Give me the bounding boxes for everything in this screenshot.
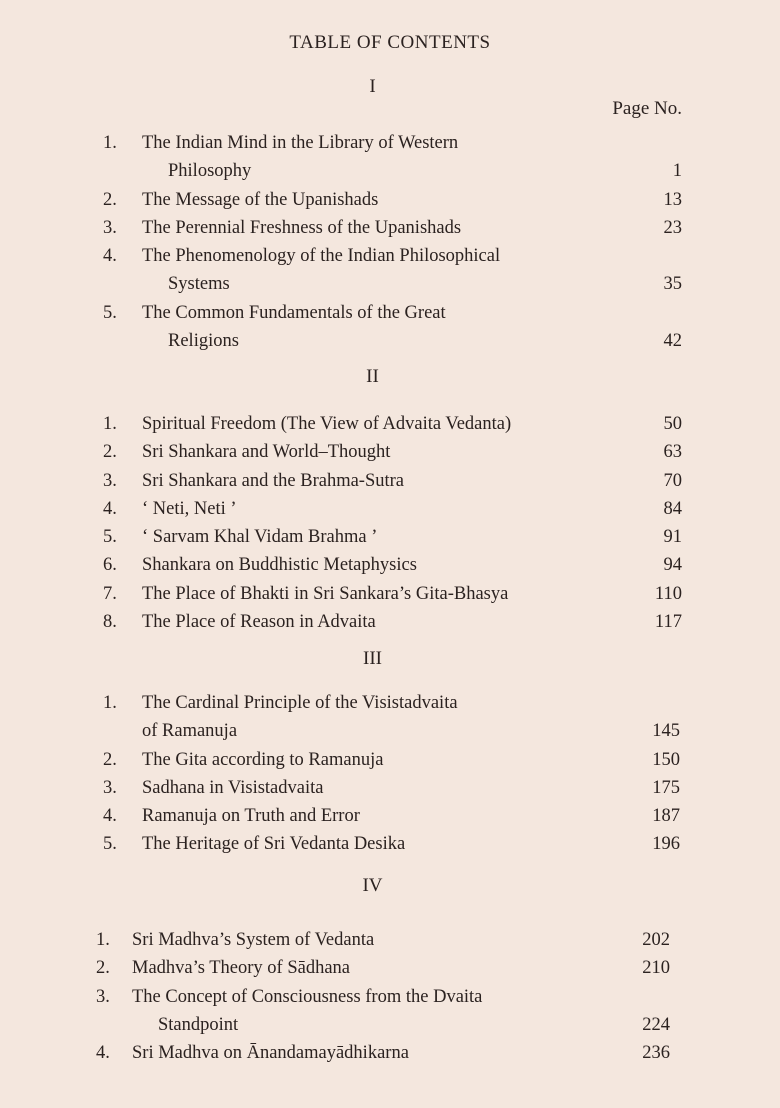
entry-title: The Heritage of Sri Vedanta Desika	[142, 834, 406, 855]
entry-title: ‘ Sarvam Khal Vidam Brahma ’	[142, 527, 378, 548]
section-heading-1: I	[369, 76, 376, 97]
entry-title: The Concept of Consciousness from the Dvaita	[132, 986, 483, 1007]
entry-title: Sri Shankara and World–Thought	[142, 442, 391, 463]
entry-number: 2.	[96, 958, 110, 979]
entry-page-number: 91	[663, 527, 682, 548]
toc-entry-row	[0, 157, 780, 185]
section-1-entries	[0, 129, 780, 355]
entry-title: of Ramanuja	[142, 721, 238, 742]
toc-entry-row	[0, 523, 780, 551]
entry-title: Shankara on Buddhistic Metaphysics	[142, 555, 417, 576]
entry-number: 5.	[103, 834, 117, 855]
toc-entry-row	[0, 1039, 780, 1067]
entry-page-number: 210	[642, 958, 670, 979]
entry-number: 4.	[96, 1043, 110, 1064]
entry-page-number: 175	[652, 777, 680, 798]
entry-title: Sri Madhva on Ānandamayādhikarna	[132, 1043, 409, 1064]
toc-entry-row	[0, 717, 780, 745]
entry-page-number: 23	[663, 217, 682, 238]
toc-entry-row	[0, 410, 780, 438]
entry-title: The Place of Reason in Advaita	[142, 612, 376, 633]
toc-entry-row	[0, 214, 780, 242]
toc-entry-row	[0, 495, 780, 523]
entry-page-number: 13	[663, 189, 682, 210]
entry-page-number: 94	[663, 555, 682, 576]
entry-page-number: 145	[652, 721, 680, 742]
page-title: TABLE OF CONTENTS	[289, 32, 491, 53]
toc-entry-row	[0, 242, 780, 270]
entry-page-number: 63	[663, 442, 682, 463]
section-heading-3: III	[363, 648, 382, 669]
entry-page-number: 202	[642, 930, 670, 950]
entry-number: 4.	[103, 246, 117, 267]
entry-page-number: 117	[654, 612, 682, 633]
entry-title: The Message of the Upanishads	[142, 189, 379, 210]
entry-title: Sadhana in Visistadvaita	[142, 777, 324, 798]
entry-number: 2.	[103, 442, 117, 463]
page-no-label: Page No.	[612, 98, 682, 119]
entry-title: Spiritual Freedom (The View of Advaita Vedanta)	[142, 414, 512, 434]
entry-number: 1.	[103, 133, 117, 153]
entry-title: The Perennial Freshness of the Upanishads	[142, 217, 462, 238]
entry-title: The Place of Bhakti in Sri Sankara’s Gita-Bhasya	[142, 583, 509, 604]
entry-title: The Common Fundamentals of the Great	[142, 302, 446, 323]
entry-number: 3.	[103, 777, 117, 798]
entry-title: Philosophy	[168, 161, 252, 182]
entry-page-number: 236	[642, 1043, 670, 1064]
entry-number: 2.	[103, 749, 117, 770]
entry-number: 4.	[103, 806, 117, 827]
entry-number: 1.	[103, 693, 117, 713]
toc-entry-row	[0, 580, 780, 608]
toc-entry-row	[0, 438, 780, 466]
entry-number: 1.	[96, 930, 110, 950]
entry-title: The Indian Mind in the Library of Western	[142, 133, 459, 153]
entry-page-number: 224	[642, 1014, 670, 1035]
entry-number: 3.	[96, 986, 110, 1007]
entry-number: 8.	[103, 612, 117, 633]
entry-title: Religions	[168, 331, 239, 352]
section-heading-2: II	[366, 366, 379, 387]
section-2-entries	[0, 410, 780, 636]
entry-page-number: 84	[663, 498, 682, 519]
entry-title: Madhva’s Theory of Sādhana	[132, 958, 351, 979]
toc-entry-row	[0, 270, 780, 298]
entry-title: The Phenomenology of the Indian Philosophical	[142, 246, 501, 267]
entry-title: Standpoint	[158, 1014, 239, 1035]
entry-number: 3.	[103, 217, 117, 238]
toc-entry-row	[0, 129, 780, 157]
toc-entry-row	[0, 467, 780, 495]
toc-entry-row	[0, 299, 780, 327]
toc-entry-row	[0, 983, 780, 1011]
entry-title: Sri Shankara and the Brahma-Sutra	[142, 470, 405, 491]
entry-page-number: 187	[652, 806, 680, 827]
entry-page-number: 196	[652, 834, 680, 855]
toc-entry-row	[0, 551, 780, 579]
entry-number: 5.	[103, 302, 117, 323]
entry-number: 2.	[103, 189, 117, 210]
entry-number: 6.	[103, 555, 117, 576]
section-3-entries	[0, 689, 780, 859]
toc-entry-row	[0, 926, 780, 954]
entry-page-number: 150	[652, 749, 680, 770]
toc-entry-row	[0, 186, 780, 214]
entry-page-number: 35	[663, 274, 682, 295]
entry-page-number: 70	[663, 470, 682, 491]
toc-entry-row	[0, 746, 780, 774]
entry-number: 4.	[103, 498, 117, 519]
section-4-entries	[0, 926, 780, 1067]
entry-title: Sri Madhva’s System of Vedanta	[132, 930, 375, 950]
entry-page-number: 42	[663, 331, 682, 352]
entry-title: The Cardinal Principle of the Visistadvaita	[142, 693, 458, 713]
entry-page-number: 50	[663, 414, 682, 434]
entry-title: Systems	[168, 274, 230, 295]
entry-number: 7.	[103, 583, 117, 604]
entry-number: 5.	[103, 527, 117, 548]
toc-entry-row	[0, 774, 780, 802]
toc-entry-row	[0, 608, 780, 636]
entry-number: 1.	[103, 414, 117, 434]
toc-entry-row	[0, 1011, 780, 1039]
entry-number: 3.	[103, 470, 117, 491]
toc-entry-row	[0, 689, 780, 717]
entry-title: Ramanuja on Truth and Error	[142, 806, 360, 827]
section-heading-4: IV	[362, 875, 383, 896]
entry-title: ‘ Neti, Neti ’	[142, 498, 237, 519]
toc-entry-row	[0, 327, 780, 355]
entry-title: The Gita according to Ramanuja	[142, 749, 384, 770]
toc-entry-row	[0, 830, 780, 858]
entry-page-number: 1	[672, 161, 682, 182]
toc-entry-row	[0, 802, 780, 830]
toc-entry-row	[0, 954, 780, 982]
entry-page-number: 110	[654, 583, 682, 604]
